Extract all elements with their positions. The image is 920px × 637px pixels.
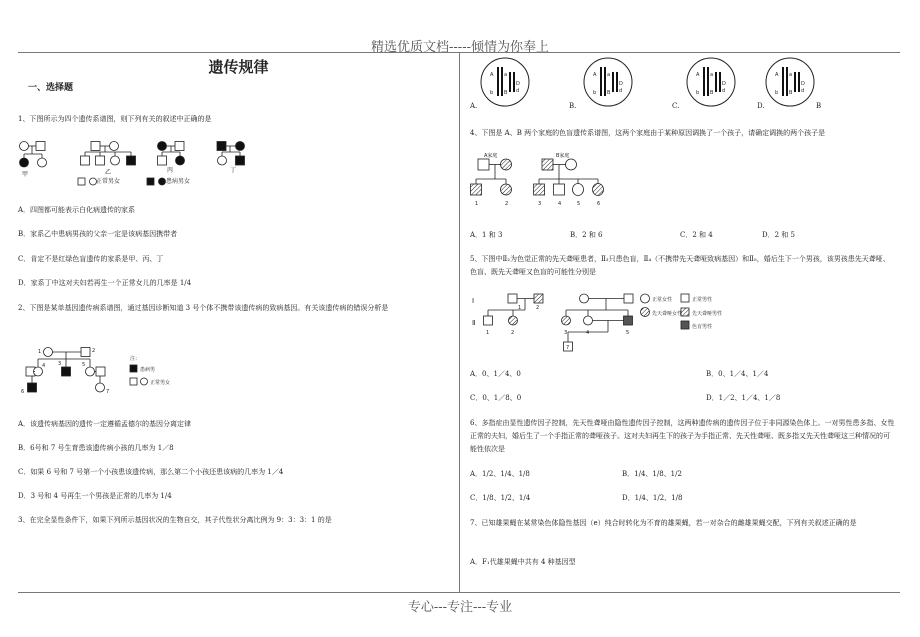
q3-c-letter-A: A [696, 72, 700, 78]
q2-option-d: D．3 号和 4 号再生一个男孩是正常的几率为 1/4 [18, 492, 172, 500]
q5-stem: 5、下图中Ⅱ₂为色觉正常的先天聋哑患者，Ⅱ₃只患色盲，Ⅱ₄（不携带先天聋哑致病基因）和Ⅱ₅，婚后生下一个男孩，该男孩患先天聋哑、色盲、既先天聋哑又色盲的可能性分别是 [470, 255, 890, 276]
q1-label-jia: 甲 [22, 171, 29, 178]
q7-option-a: A．F₁代雄果蝇中共有 4 种基因型 [470, 558, 576, 566]
page-footer: 专心---专注---专业 [407, 600, 513, 615]
q3-b-letter-B: B [607, 90, 611, 96]
q4-family-b-label: B家庭 [556, 153, 570, 159]
q6-option-a: A．1/2、1/4、1/8 [470, 470, 530, 478]
q3-cell-a [481, 58, 529, 106]
q5-pedigree-figure [468, 288, 738, 356]
q5-option-c: C．0、1／8、0 [470, 394, 522, 402]
q3-option-b: B. [569, 102, 577, 110]
q3-c-letter-B: B [710, 90, 714, 96]
q4-stem: 4、下图是 A、B 两个家庭的色盲遗传系谱图，这两个家庭由于某种原因调换了一个孩子，请确定调换的两个孩子是 [470, 129, 826, 137]
q3-option-a: A. [470, 102, 478, 110]
q6-option-d: D．1/4、1/2、1/8 [622, 494, 683, 502]
q3-option-d: D. [757, 102, 765, 110]
q3-c-letter-d: d [722, 88, 726, 94]
q5-num-1: 1 [518, 305, 522, 311]
q3-b-letter-A: A [593, 72, 597, 78]
q4-num-6: 6 [597, 201, 601, 207]
q3-option-c: C. [672, 102, 680, 110]
q5-num-ii1: 1 [486, 330, 490, 336]
q4-num-2: 2 [505, 201, 509, 207]
q1-jia-sick-daughter [20, 158, 29, 167]
q1-legend-sick: 患病男女 [166, 178, 191, 185]
q3-b-letter-D: D [619, 81, 623, 87]
q3-a-letter-b: b [490, 90, 494, 96]
q6-option-c: C．1/8、1/2、1/4 [470, 494, 531, 502]
q3-b-letter-b: b [593, 90, 597, 96]
q4-num-3: 3 [538, 201, 542, 207]
q5-num-7: 7 [566, 345, 570, 351]
q6-option-b: B．1/4、1/8、1/2 [622, 470, 682, 478]
q3-a-letter-a: a [504, 72, 508, 78]
q3-d-letter-D: D [801, 81, 805, 87]
q5-legend-normal-female: 正常女性 [652, 297, 673, 303]
q2-option-b: B．6号和 7 号生育患该遗传病小孩的几率为 1／8 [18, 444, 174, 452]
q1-option-d: D．家系丁中这对夫妇若再生一个正常女儿的几率是 1/4 [18, 279, 192, 287]
q4-option-c: C．2 和 4 [680, 231, 713, 239]
q3-d-letter-B: B [789, 90, 793, 96]
q3-b-letter-a: a [607, 72, 611, 78]
q2-option-a: A．该遗传病基因的遗传一定遵循孟德尔的基因分离定律 [18, 420, 192, 428]
q1-stem: 1、下图所示为四个遗传系谱图，则下列有关的叙述中正确的是 [18, 115, 212, 123]
q5-legend-normal-male: 正常男性 [692, 297, 713, 303]
q5-legend-deaf-male: 先天聋哑男性 [692, 311, 723, 317]
q3-d-letter-A: A [775, 72, 779, 78]
q3-stem: 3、在完全显性条件下，如果下列所示基因状况的生物自交，其子代性状分离比例为 9：3：3：1 的是 [18, 516, 332, 524]
q5-num-2: 2 [536, 305, 540, 311]
q3-cell-d [766, 58, 814, 106]
q4-num-5: 5 [577, 201, 581, 207]
column-divider [459, 52, 460, 592]
q2-num-1: 1 [38, 349, 42, 355]
q5-gen-1: Ⅰ [472, 297, 475, 305]
q1-label-bing: 丙 [167, 167, 174, 174]
footer-divider [18, 592, 900, 593]
q1-jia-daughter [38, 158, 47, 167]
q1-pedigree-figure [14, 138, 264, 194]
q3-d-letter-a: a [789, 72, 793, 78]
document-title: 遗传规律 [208, 58, 269, 76]
q5-option-b: B．0、1／4、1／4 [706, 370, 769, 378]
q3-a-letter-A: A [490, 72, 494, 78]
q3-cell-c [687, 58, 735, 106]
q4-num-1: 1 [475, 201, 479, 207]
q3-a-letter-D: D [516, 81, 520, 87]
q1-label-ding: 丁 [230, 167, 237, 174]
q4-option-a: A．1 和 3 [470, 231, 503, 239]
q1-label-yi: 乙 [105, 169, 112, 176]
q2-stem: 2、下图是某单基因遗传病系谱图，通过基因诊断知道 3 号个体不携带该遗传病的致病基因。有关该遗传病的错误分析是 [18, 304, 389, 312]
q2-num-7: 7 [106, 389, 110, 395]
section-heading: 一、选择题 [28, 83, 74, 93]
q1-option-a: A．四图都可能表示白化病遗传的家系 [18, 206, 136, 214]
q3-a-letter-d: d [516, 88, 520, 94]
q2-option-c: C．如果 6 号和 7 号第一个小孩患该遗传病，那么第二个小孩还患该病的几率为 1／4 [18, 468, 284, 476]
q5-num-4: 4 [586, 330, 590, 336]
q2-num-6: 6 [21, 389, 25, 395]
q2-pedigree-figure [18, 343, 208, 399]
q1-option-b: B．家系乙中患病男孩的父亲一定是该病基因携带者 [18, 230, 178, 238]
q5-num-3: 3 [564, 330, 568, 336]
q1-jia-father [36, 142, 45, 151]
q2-num-2: 2 [92, 348, 96, 354]
q3-cell-b [584, 58, 632, 106]
q4-num-4: 4 [558, 201, 562, 207]
q4-pedigree-figure [466, 149, 616, 217]
q2-num-5: 5 [82, 362, 86, 368]
q1-legend-normal: 正常男女 [96, 178, 121, 185]
q1-yi-sick-son [127, 156, 136, 165]
q5-num-5: 5 [626, 330, 630, 336]
q3-d-letter-b: b [775, 90, 779, 96]
q6-stem: 6、多指症由显性遗传因子控制，先天性聋哑由隐性遗传因子控制，这两种遗传病的遗传因子位于非同源染色体上。一对男性患多指、女性正常的夫妇，婚后生了一个手指正常的聋哑孩子。这对夫妇再生下的孩子为手指正常、先天性聋哑、既多指又先天性聋哑这三种情况的可能性依次是 [470, 419, 895, 453]
q4-option-b: B．2 和 6 [570, 231, 603, 239]
q2-legend-title: 注： [130, 356, 141, 362]
q2-num-3: 3 [58, 361, 62, 367]
q5-num-ii2: 2 [511, 330, 515, 336]
q3-b-letter-d: d [619, 88, 623, 94]
q2-legend-normal: 正常男女 [150, 380, 171, 386]
page-header: 精选优质文档-----倾情为你奉上 [371, 40, 549, 55]
q3-a-letter-B: B [504, 90, 508, 96]
q4-option-d: D．2 和 5 [762, 231, 795, 239]
q5-gen-2: Ⅱ [472, 319, 476, 327]
q5-legend-deaf-female: 先天聋哑女性 [652, 311, 683, 317]
q3-c-letter-D: D [722, 81, 726, 87]
q2-legend-sick: 患病男 [140, 367, 156, 373]
q3-c-letter-b: b [696, 90, 700, 96]
q4-family-a-label: A家庭 [484, 153, 498, 159]
q1-option-c: C．肯定不是红绿色盲遗传的家系是甲、丙、丁 [18, 255, 164, 263]
q3-answer-b: B [816, 102, 822, 110]
q3-d-letter-d: d [801, 88, 805, 94]
q1-jia-mother [20, 142, 29, 151]
q7-stem: 7、已知雄果蝇在某常染色体隐性基因（e）纯合时转化为不育的雄果蝇，若一对杂合的雌雄果蝇交配，下列有关叙述正确的是 [470, 519, 857, 527]
q2-num-4: 4 [42, 363, 46, 369]
q5-option-d: D．1／2、1／4、1／8 [706, 394, 781, 402]
q5-option-a: A．0、1／4、0 [470, 370, 521, 378]
q3-c-letter-a: a [710, 72, 714, 78]
q5-legend-colorblind-male: 色盲男性 [692, 324, 713, 330]
q3-cell-diagrams [475, 56, 835, 111]
